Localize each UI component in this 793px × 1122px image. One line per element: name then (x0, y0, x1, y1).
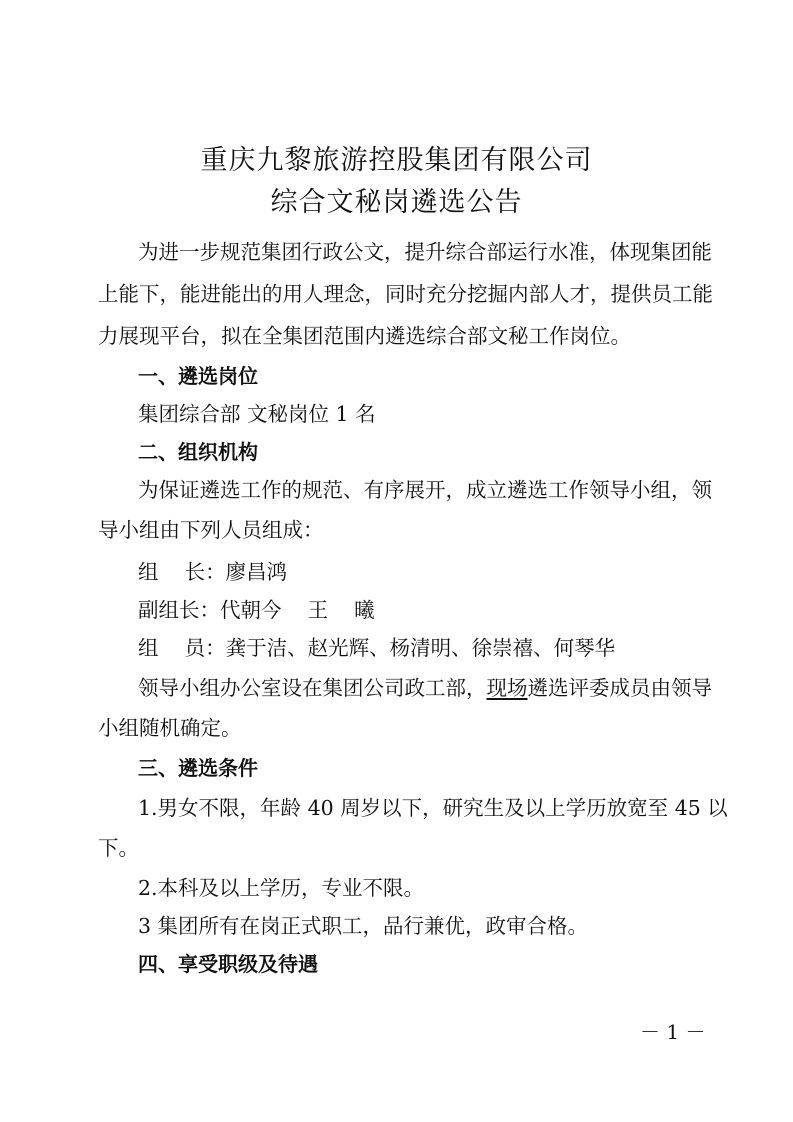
condition-1-line-2: 下。 (98, 836, 139, 860)
section-heading-organization: 二、组织机构 (138, 440, 258, 464)
intro-line-1: 为进一步规范集团行政公文，提升综合部运行水准，体现集团能 (138, 240, 712, 264)
intro-line-3: 力展现平台，拟在全集团范围内遴选综合部文秘工作岗位。 (98, 324, 631, 348)
organization-line-2: 导小组由下列人员组成： (98, 518, 324, 542)
office-text-post: 遴选评委成员由领导 (527, 676, 712, 700)
intro-line-2: 上能下，能进能出的用人理念，同时充分挖掘内部人才，提供员工能 (98, 282, 713, 306)
section-heading-conditions: 三、遴选条件 (138, 756, 258, 780)
condition-2: 2.本科及以上学历，专业不限。 (138, 876, 425, 900)
section-heading-positions: 一、遴选岗位 (138, 364, 258, 388)
document-title-line1: 重庆九黎旅游控股集团有限公司 (200, 145, 593, 176)
deputy-leaders: 副组长：代朝今 王 曦 (138, 598, 375, 622)
document-title-line2: 综合文秘岗遴选公告 (270, 187, 523, 218)
office-text-underlined: 现场 (486, 676, 528, 700)
condition-3: 3 集团所有在岗正式职工，品行兼优，政审合格。 (138, 914, 589, 938)
condition-1-line-1: 1.男女不限，年龄 40 周岁以下，研究生及以上学历放宽至 45 以 (138, 796, 728, 820)
position-text: 集团综合部 文秘岗位 1 名 (138, 402, 376, 426)
page-number: － 1 － (640, 1020, 706, 1044)
section-heading-benefits: 四、享受职级及待遇 (138, 952, 318, 976)
office-line-2: 小组随机确定。 (98, 716, 242, 740)
group-members: 组 员：龚于洁、赵光辉、杨清明、徐崇禧、何琴华 (138, 636, 616, 660)
office-line-1 (138, 676, 712, 700)
organization-line-1: 为保证遴选工作的规范、有序展开，成立遴选工作领导小组，领 (138, 478, 712, 502)
office-text-pre: 领导小组办公室设在集团公司政工部， (138, 676, 487, 700)
group-leader: 组 长：廖昌鸿 (138, 560, 288, 584)
